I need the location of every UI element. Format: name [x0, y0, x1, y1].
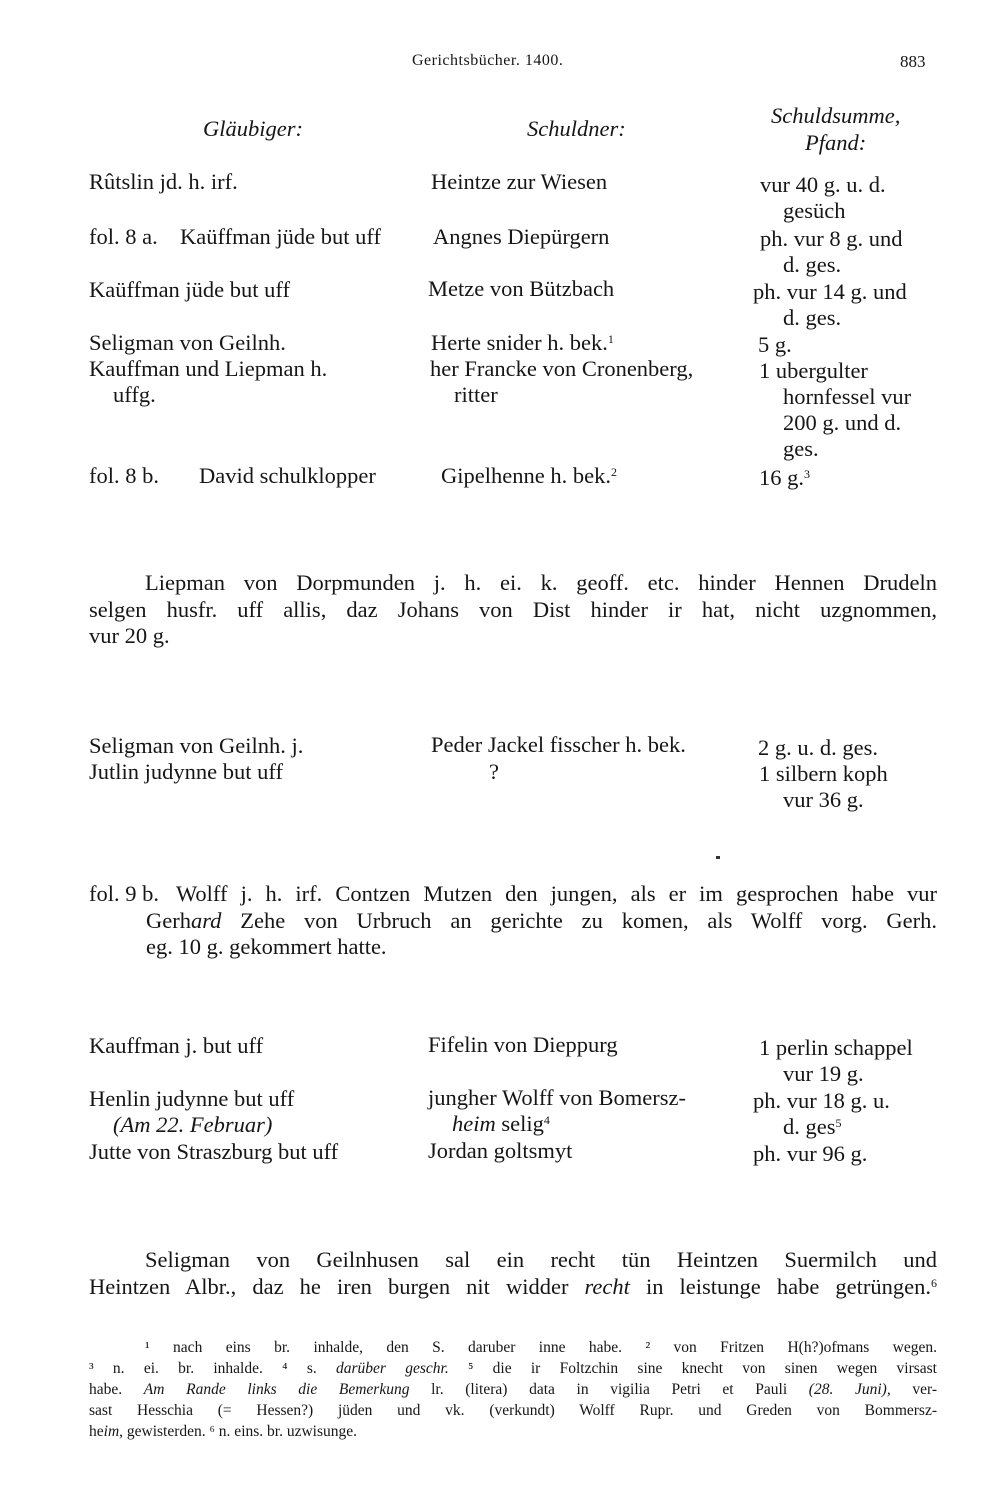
creditor-entry: Kaüffman jüde but uff	[89, 277, 290, 302]
sum-entry: ph. vur 14 g. und	[753, 279, 907, 304]
debtor-entry: Gipelhenne h. bek.$^2$	[441, 463, 617, 488]
column-heading-sum: Schuldsumme,	[771, 103, 901, 128]
debtor-entry: her Francke von Cronenberg,	[430, 356, 694, 381]
debtor-entry-continuation: heim selig$^4$	[452, 1111, 550, 1136]
creditor-entry: Seligman von Geilnh. j.	[89, 733, 304, 758]
entry-paragraph	[89, 881, 937, 961]
paragraph-line: Heintzen Albr., daz he iren burgen nit widder recht in leistunge habe getrüngen.$^6$	[89, 1273, 937, 1299]
folio-reference: fol. 8 b.	[89, 463, 159, 488]
debtor-entry: Metze von Bützbach	[428, 276, 615, 301]
sum-entry: 2 g. u. d. ges.	[758, 735, 878, 760]
footnote-line: heim, gewisterden. ⁶ n. eins. br. uzwisunge.	[89, 1423, 357, 1440]
footnote-line: habe. Am Rande links die Bemerkung lr. (litera) data in vigilia Petri et Pauli (28. Juni), ver-	[89, 1381, 938, 1398]
sum-entry-continuation: hornfessel vur	[783, 384, 912, 409]
sum-entry-continuation: d. ges.	[783, 252, 842, 277]
sum-entry-continuation: d. ges.	[783, 305, 842, 330]
entry-paragraph	[89, 570, 937, 650]
footnote-line: sast Hesschia (= Hessen?) jüden und vk. (verkundt) Wolff Rupr. und Greden von Bommersz-	[89, 1402, 937, 1419]
sum-entry: 5 g.	[758, 332, 792, 357]
creditor-entry: Kauffman j. but uff	[89, 1033, 264, 1058]
footnote-line: ¹ nach eins br. inhalde, den S. daruber inne habe. ² von Fritzen H(h?)ofmans wegen.	[145, 1339, 937, 1356]
footnote-marker: 4	[543, 1113, 550, 1127]
paragraph-line: eg. 10 g. gekommert hatte.	[146, 934, 387, 959]
creditor-entry-continuation: uffg.	[113, 382, 156, 407]
sum-entry: 16 g.$^3$	[759, 465, 810, 490]
debtor-entry: Heintze zur Wiesen	[431, 169, 608, 194]
debtor-entry: Herte snider h. bek.$^1$	[431, 330, 614, 355]
folio-reference: fol. 8 a.	[89, 224, 158, 249]
debtor-entry: Fifelin von Dieppurg	[428, 1032, 618, 1057]
paragraph-line: Wolff j. h. irf. Contzen Mutzen den jungen, als er im gesprochen habe vur	[176, 881, 937, 906]
creditor-entry: Rûtslin jd. h. irf.	[89, 169, 238, 194]
footnote-marker: 5	[835, 1116, 842, 1130]
debtor-entry: Angnes Diepürgern	[433, 224, 610, 249]
sum-entry-continuation: gesüch	[783, 198, 846, 223]
column-heading-pledge: Pfand:	[805, 130, 867, 155]
creditor-entry: Jutte von Straszburg but uff	[89, 1139, 339, 1164]
paragraph-line: Gerhard Zehe von Urbruch an gerichte zu komen, als Wolff vorg. Gerh.	[146, 907, 937, 933]
paragraph-line: vur 20 g.	[89, 623, 170, 648]
footnote-marker: 3	[804, 467, 810, 481]
paragraph-line: selgen husfr. uff allis, daz Johans von Dist hinder ir hat, nicht uzgnommen,	[89, 596, 937, 622]
creditor-entry: Henlin judynne but uff	[89, 1086, 295, 1111]
sum-entry: 1 ubergulter	[759, 358, 868, 383]
date-note: (Am 22. Februar)	[113, 1112, 273, 1137]
debtor-entry: Jordan goltsmyt	[428, 1138, 573, 1163]
folio-reference: fol. 9 b.	[89, 881, 159, 906]
sum-entry: ph. vur 18 g. u.	[753, 1088, 890, 1113]
creditor-entry: Kaüffman jüde but uff	[180, 224, 381, 249]
debtor-entry: ?	[489, 759, 499, 784]
entry-paragraph	[89, 1247, 937, 1300]
creditor-entry: Seligman von Geilnh.	[89, 330, 286, 355]
creditor-entry: David schulklopper	[199, 463, 376, 488]
debtor-entry: Peder Jackel fisscher h. bek.	[431, 732, 686, 757]
footnote-marker: 2	[610, 465, 617, 479]
sum-entry-continuation: d. ges$^5$	[783, 1114, 842, 1139]
print-speck	[716, 856, 720, 859]
sum-entry-continuation: 200 g. und d.	[783, 410, 902, 435]
debtor-entry-continuation: ritter	[454, 382, 498, 407]
column-heading-creditor: Gläubiger:	[203, 116, 303, 141]
creditor-entry: Kauffman und Liepman h.	[89, 356, 328, 381]
creditor-entry: Jutlin judynne but uff	[89, 759, 283, 784]
paragraph-line: Liepman von Dorpmunden j. h. ei. k. geoff. etc. hinder Hennen Drudeln	[145, 570, 937, 595]
sum-entry: 1 silbern koph	[759, 761, 888, 786]
column-heading-debtor: Schuldner:	[527, 116, 626, 141]
debtor-entry: jungher Wolff von Bomersz-	[428, 1085, 686, 1110]
footnote-line: ³ n. ei. br. inhalde. ⁴ s. darüber geschr. ⁵ die ir Foltzchin sine knecht von sinen wegen virsast	[89, 1360, 937, 1377]
sum-entry: ph. vur 96 g.	[753, 1141, 868, 1166]
sum-entry: ph. vur 8 g. und	[760, 226, 903, 251]
sum-entry: vur 40 g. u. d.	[760, 172, 886, 197]
sum-entry-continuation: vur 36 g.	[783, 787, 864, 812]
sum-entry-continuation: ges.	[783, 436, 819, 461]
sum-entry: 1 perlin schappel	[759, 1035, 913, 1060]
running-head: Gerichtsbücher. 1400.	[412, 52, 564, 69]
paragraph-line: Seligman von Geilnhusen sal ein recht tün Heintzen Suermilch und	[145, 1247, 937, 1272]
footnote-marker: 6	[931, 1275, 937, 1290]
footnote-marker: 1	[607, 332, 614, 346]
sum-entry-continuation: vur 19 g.	[783, 1061, 864, 1086]
footnotes	[89, 1337, 937, 1442]
page-number: 883	[900, 52, 926, 71]
